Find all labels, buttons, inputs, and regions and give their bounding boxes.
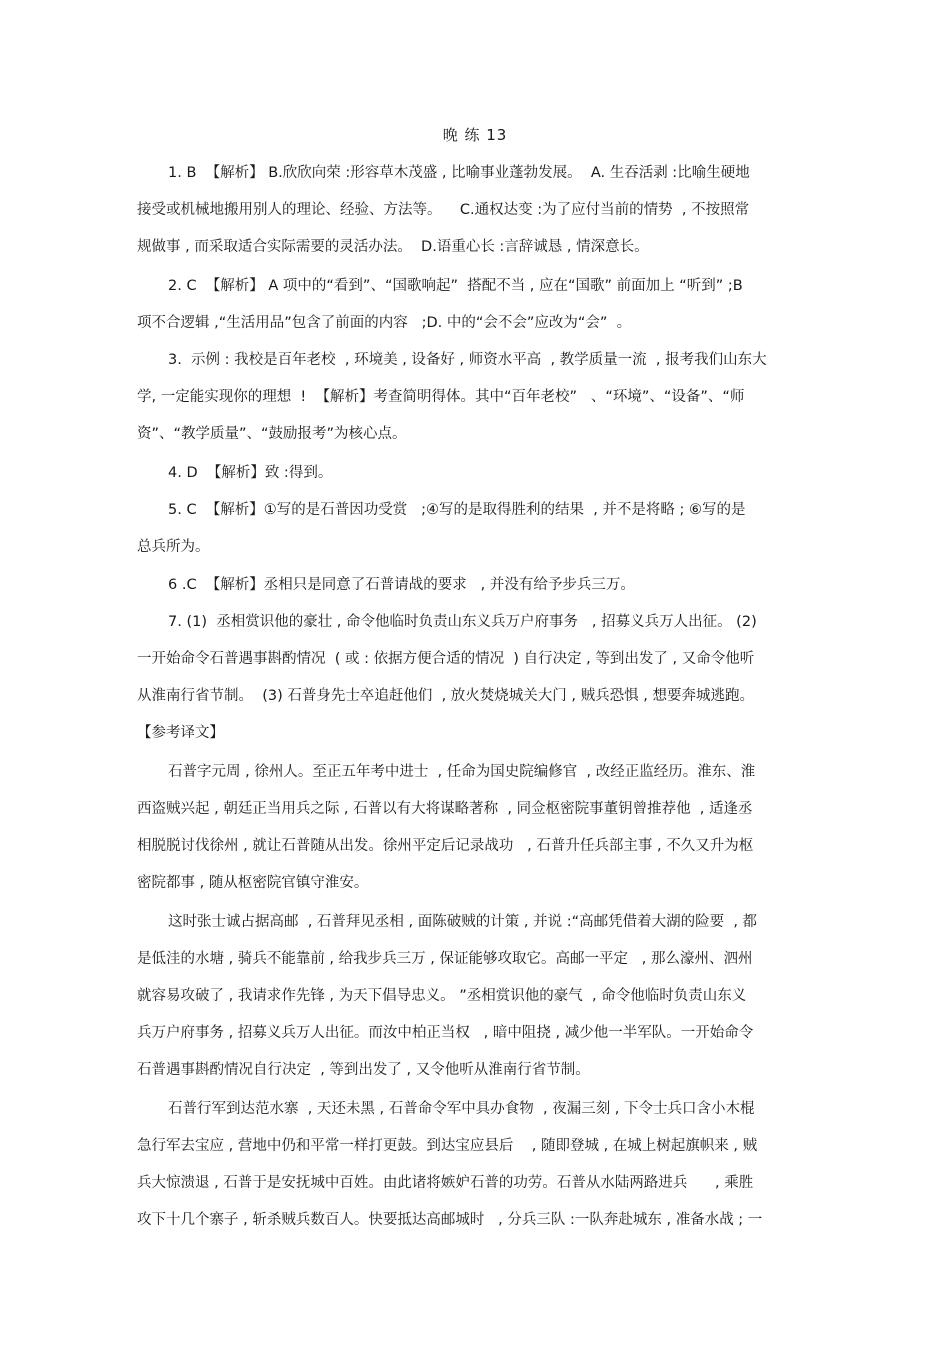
text-line: 攻下十几个寨子 , 斩杀贼兵数百人。快要抵达高邮城时 , 分兵三队 :一队奔赴城东 , 准备水战 ; 一: [137, 1212, 763, 1228]
section-heading: 【参考译文】: [137, 725, 224, 741]
text-line: 4. D 【解析】致 :得到。: [168, 465, 333, 481]
text-line: 石普遇事斟酌情况自行决定 , 等到出发了 , 又令他听从淮南行省节制。: [137, 1062, 590, 1078]
text-line: 相脱脱讨伐徐州 , 就让石普随从出发。徐州平定后记录战功 , 石普升任兵部主事 , 不久又升为枢: [137, 838, 754, 854]
text-line: 就容易攻破了 , 我请求作先锋 , 为天下倡导忠义。 ”丞相赏识他的豪气 , 命令他临时负责山东义: [137, 988, 747, 1004]
text-line: 急行军去宝应 , 营地中仍和平常一样打更鼓。到达宝应县后 , 随即登城 , 在城上树起旗帜来 , 贼: [137, 1138, 758, 1154]
text-line: 6 .C 【解析】丞相只是同意了石普请战的要求 , 并没有给予步兵三万。: [168, 577, 635, 593]
text-line: 总兵所为。: [137, 539, 210, 555]
text-line: 接受或机械地搬用别人的理论、经验、方法等。 C.通权达变 :为了应付当前的情势 , 不按照常: [137, 202, 750, 218]
text-line: 兵万户府事务 , 招募义兵万人出征。而汝中柏正当权 , 暗中阻挠 , 减少他一半军队。一开始命令: [137, 1025, 754, 1041]
text-line: 5. C 【解析】①写的是石普因功受赏 ;④写的是取得胜利的结果 , 并不是将略 ; ⑥写的是: [168, 502, 746, 518]
page-title: 晚 练 13: [442, 126, 508, 144]
text-line: 7. (1) 丞相赏识他的豪壮 , 命令他临时负责山东义兵万户府事务 , 招募义兵万人出征。 (2): [168, 614, 757, 630]
text-line: 学, 一定能实现你的理想 ! 【解析】考查简明得体。其中“百年老校” 、“环境”、“设备”、“师: [137, 389, 745, 405]
text-line: 西盗贼兴起 , 朝廷正当用兵之际 , 石普以有大将谋略著称 , 同佥枢密院事董钥曾推荐他 , 适逢丞: [137, 801, 753, 817]
text-line: 是低洼的水塘 , 骑兵不能靠前 , 给我步兵三万 , 保证能够攻取它。高邮一平定 , 那么濠州、泗州: [137, 951, 753, 967]
text-line: 1. B 【解析】 B.欣欣向荣 :形容草木茂盛 , 比喻事业蓬勃发展。 A. 生吞活剥 :比喻生硬地: [168, 165, 750, 181]
text-line: 资”、“教学质量”、“鼓励报考”为核心点。: [137, 426, 407, 442]
text-line: 2. C 【解析】 A 项中的“看到”、“国歌响起” 搭配不当 , 应在“国歌” 前面加上 “听到” ;B: [168, 278, 743, 294]
text-line: 兵大惊溃退 , 石普于是安抚城中百姓。由此诸将嫉妒石普的功劳。石普从水陆两路进兵 , 乘胜: [137, 1175, 754, 1191]
text-line: 密院都事 , 随从枢密院官镇守淮安。: [137, 875, 369, 891]
text-line: 规做事 , 而采取适合实际需要的灵活办法。 D.语重心长 :言辞诚恳 , 情深意长。: [137, 239, 649, 255]
text-line: 这时张士诚占据高邮 , 石普拜见丞相 , 面陈破贼的计策 , 并说 :“高邮凭借着大湖的险要 , 都: [168, 914, 758, 930]
text-line: 石普行军到达范水寨 , 天还未黑 , 石普命令军中具办食物 , 夜漏三刻 , 下令士兵口含小木棍: [168, 1101, 755, 1117]
text-line: 石普字元周 , 徐州人。至正五年考中进士 , 任命为国史院编修官 , 改经正监经历。淮东、淮: [168, 764, 756, 780]
text-line: 项不合逻辑 ,“生活用品”包含了前面的内容 ;D. 中的“会不会”应改为“会” 。: [137, 315, 632, 331]
text-line: 从淮南行省节制。 (3) 石普身先士卒追赶他们 , 放火焚烧城关大门 , 贼兵恐惧 , 想要奔城逃跑。: [137, 688, 754, 704]
text-line: 一开始命令石普遇事斟酌情况 ( 或 : 依据方便合适的情况 ) 自行决定 , 等到出发了 , 又命令他听: [137, 651, 755, 667]
text-line: 3. 示例 : 我校是百年老校 , 环境美 , 设备好 , 师资水平高 , 教学质量一流 , 报考我们山东大: [168, 352, 767, 368]
